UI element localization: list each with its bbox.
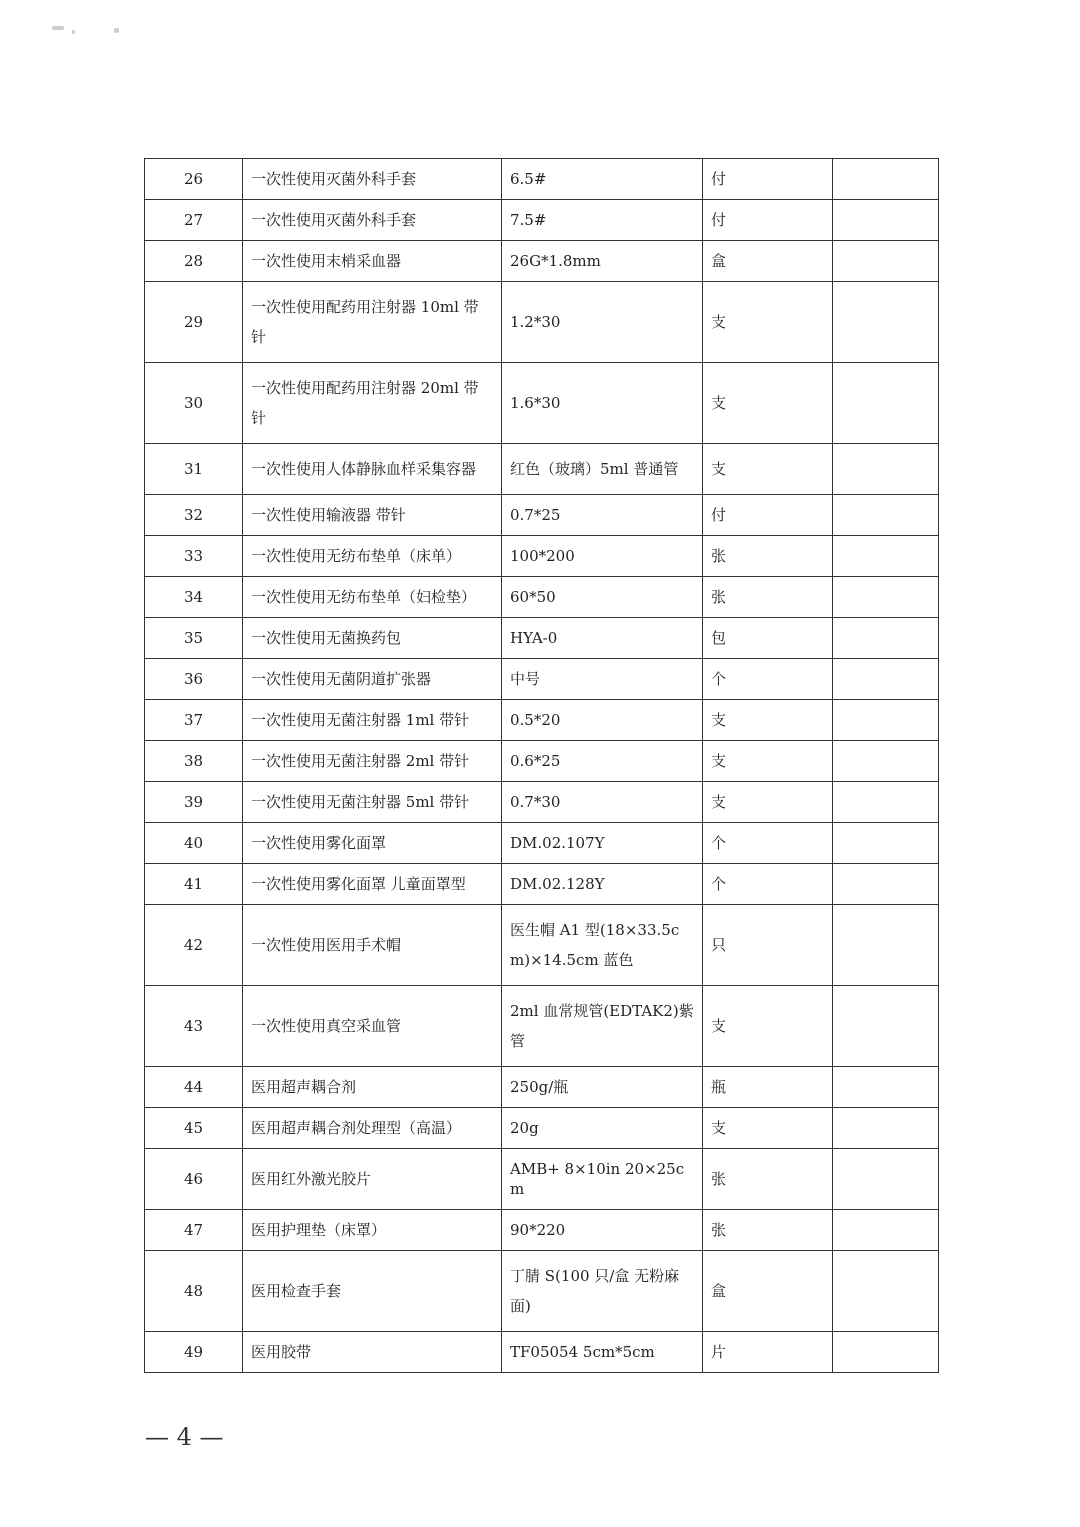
- item-spec: 0.5*20: [502, 700, 703, 741]
- row-number: 26: [145, 159, 243, 200]
- item-unit: 付: [703, 200, 833, 241]
- item-spec: 2ml 血常规管(EDTAK2)紫管: [502, 986, 703, 1067]
- row-number: 28: [145, 241, 243, 282]
- item-extra: [833, 444, 939, 495]
- table-row: [145, 741, 939, 782]
- row-number: 46: [145, 1149, 243, 1210]
- item-unit: 付: [703, 495, 833, 536]
- item-name: 一次性使用无纺布垫单（床单）: [243, 536, 502, 577]
- row-number: 33: [145, 536, 243, 577]
- item-name: 一次性使用无菌换药包: [243, 618, 502, 659]
- item-name: 一次性使用无菌注射器 2ml 带针: [243, 741, 502, 782]
- item-name: 一次性使用输液器 带针: [243, 495, 502, 536]
- item-spec: 7.5#: [502, 200, 703, 241]
- item-extra: [833, 823, 939, 864]
- item-name: 医用胶带: [243, 1332, 502, 1373]
- item-unit: 支: [703, 282, 833, 363]
- item-name: 医用超声耦合剂处理型（高温）: [243, 1108, 502, 1149]
- item-spec: AMB+ 8×10in 20×25cm: [502, 1149, 703, 1210]
- item-unit: 个: [703, 659, 833, 700]
- page-number: — 4 —: [145, 1423, 224, 1451]
- item-name: 一次性使用无菌注射器 5ml 带针: [243, 782, 502, 823]
- table-row: [145, 1251, 939, 1332]
- item-spec: 0.7*30: [502, 782, 703, 823]
- table-row: [145, 363, 939, 444]
- table-row: [145, 1210, 939, 1251]
- row-number: 42: [145, 905, 243, 986]
- row-number: 48: [145, 1251, 243, 1332]
- item-unit: 支: [703, 363, 833, 444]
- item-spec: 60*50: [502, 577, 703, 618]
- table-row: [145, 495, 939, 536]
- item-extra: [833, 864, 939, 905]
- table-row: [145, 905, 939, 986]
- item-spec: 1.6*30: [502, 363, 703, 444]
- item-unit: 个: [703, 823, 833, 864]
- item-unit: 付: [703, 159, 833, 200]
- item-name: 一次性使用无纺布垫单（妇检垫）: [243, 577, 502, 618]
- row-number: 35: [145, 618, 243, 659]
- row-number: 43: [145, 986, 243, 1067]
- item-spec: 丁腈 S(100 只/盒 无粉麻面): [502, 1251, 703, 1332]
- item-extra: [833, 618, 939, 659]
- row-number: 40: [145, 823, 243, 864]
- items-table-wrapper: [144, 158, 938, 1373]
- row-number: 49: [145, 1332, 243, 1373]
- item-spec: 20g: [502, 1108, 703, 1149]
- row-number: 41: [145, 864, 243, 905]
- item-unit: 只: [703, 905, 833, 986]
- item-unit: 盒: [703, 1251, 833, 1332]
- item-extra: [833, 782, 939, 823]
- item-name: 一次性使用医用手术帽: [243, 905, 502, 986]
- item-unit: 盒: [703, 241, 833, 282]
- row-number: 29: [145, 282, 243, 363]
- item-name: 一次性使用人体静脉血样采集容器: [243, 444, 502, 495]
- row-number: 47: [145, 1210, 243, 1251]
- table-row: [145, 1108, 939, 1149]
- item-extra: [833, 536, 939, 577]
- item-spec: 0.7*25: [502, 495, 703, 536]
- row-number: 38: [145, 741, 243, 782]
- scan-artifact: [72, 30, 75, 34]
- item-extra: [833, 159, 939, 200]
- table-row: [145, 700, 939, 741]
- item-extra: [833, 363, 939, 444]
- item-extra: [833, 905, 939, 986]
- item-unit: 支: [703, 782, 833, 823]
- item-name: 一次性使用无菌注射器 1ml 带针: [243, 700, 502, 741]
- item-extra: [833, 1149, 939, 1210]
- item-unit: 片: [703, 1332, 833, 1373]
- item-extra: [833, 1332, 939, 1373]
- row-number: 31: [145, 444, 243, 495]
- table-row: [145, 823, 939, 864]
- table-row: [145, 864, 939, 905]
- item-spec: 26G*1.8mm: [502, 241, 703, 282]
- table-row: [145, 1149, 939, 1210]
- items-table-body: [145, 159, 939, 1373]
- item-unit: 张: [703, 536, 833, 577]
- row-number: 44: [145, 1067, 243, 1108]
- table-row: [145, 659, 939, 700]
- row-number: 32: [145, 495, 243, 536]
- item-spec: 90*220: [502, 1210, 703, 1251]
- item-unit: 瓶: [703, 1067, 833, 1108]
- item-extra: [833, 1108, 939, 1149]
- row-number: 36: [145, 659, 243, 700]
- row-number: 45: [145, 1108, 243, 1149]
- item-name: 一次性使用雾化面罩 儿童面罩型: [243, 864, 502, 905]
- item-name: 一次性使用灭菌外科手套: [243, 159, 502, 200]
- item-name: 医用超声耦合剂: [243, 1067, 502, 1108]
- item-spec: 6.5#: [502, 159, 703, 200]
- item-name: 一次性使用灭菌外科手套: [243, 200, 502, 241]
- item-unit: 张: [703, 577, 833, 618]
- item-spec: DM.02.128Y: [502, 864, 703, 905]
- table-row: [145, 241, 939, 282]
- row-number: 30: [145, 363, 243, 444]
- item-extra: [833, 200, 939, 241]
- table-row: [145, 159, 939, 200]
- item-name: 一次性使用无菌阴道扩张器: [243, 659, 502, 700]
- item-spec: DM.02.107Y: [502, 823, 703, 864]
- table-row: [145, 444, 939, 495]
- item-name: 一次性使用配药用注射器 10ml 带针: [243, 282, 502, 363]
- table-row: [145, 1067, 939, 1108]
- item-name: 医用护理垫（床罩）: [243, 1210, 502, 1251]
- item-spec: TF05054 5cm*5cm: [502, 1332, 703, 1373]
- row-number: 27: [145, 200, 243, 241]
- item-unit: 支: [703, 444, 833, 495]
- item-extra: [833, 282, 939, 363]
- item-spec: 中号: [502, 659, 703, 700]
- table-row: [145, 782, 939, 823]
- table-row: [145, 282, 939, 363]
- item-spec: 1.2*30: [502, 282, 703, 363]
- item-extra: [833, 659, 939, 700]
- item-unit: 个: [703, 864, 833, 905]
- row-number: 34: [145, 577, 243, 618]
- item-spec: 100*200: [502, 536, 703, 577]
- item-spec: 0.6*25: [502, 741, 703, 782]
- scan-artifact: [52, 26, 64, 30]
- items-table: [144, 158, 939, 1373]
- item-extra: [833, 986, 939, 1067]
- item-unit: 张: [703, 1210, 833, 1251]
- row-number: 37: [145, 700, 243, 741]
- item-name: 一次性使用配药用注射器 20ml 带针: [243, 363, 502, 444]
- table-row: [145, 577, 939, 618]
- item-extra: [833, 741, 939, 782]
- item-name: 一次性使用末梢采血器: [243, 241, 502, 282]
- item-name: 医用检查手套: [243, 1251, 502, 1332]
- item-spec: 250g/瓶: [502, 1067, 703, 1108]
- item-name: 一次性使用雾化面罩: [243, 823, 502, 864]
- item-extra: [833, 1067, 939, 1108]
- item-spec: 红色（玻璃）5ml 普通管: [502, 444, 703, 495]
- table-row: [145, 1332, 939, 1373]
- item-unit: 包: [703, 618, 833, 659]
- item-extra: [833, 577, 939, 618]
- row-number: 39: [145, 782, 243, 823]
- item-extra: [833, 1251, 939, 1332]
- table-row: [145, 200, 939, 241]
- item-extra: [833, 241, 939, 282]
- table-row: [145, 986, 939, 1067]
- item-spec: HYA-0: [502, 618, 703, 659]
- item-unit: 支: [703, 986, 833, 1067]
- scan-artifact: [114, 28, 119, 33]
- item-name: 一次性使用真空采血管: [243, 986, 502, 1067]
- item-spec: 医生帽 A1 型(18×33.5cm)×14.5cm 蓝色: [502, 905, 703, 986]
- item-extra: [833, 700, 939, 741]
- item-extra: [833, 1210, 939, 1251]
- item-name: 医用红外激光胶片: [243, 1149, 502, 1210]
- table-row: [145, 536, 939, 577]
- item-unit: 支: [703, 700, 833, 741]
- item-extra: [833, 495, 939, 536]
- item-unit: 张: [703, 1149, 833, 1210]
- item-unit: 支: [703, 1108, 833, 1149]
- item-unit: 支: [703, 741, 833, 782]
- table-row: [145, 618, 939, 659]
